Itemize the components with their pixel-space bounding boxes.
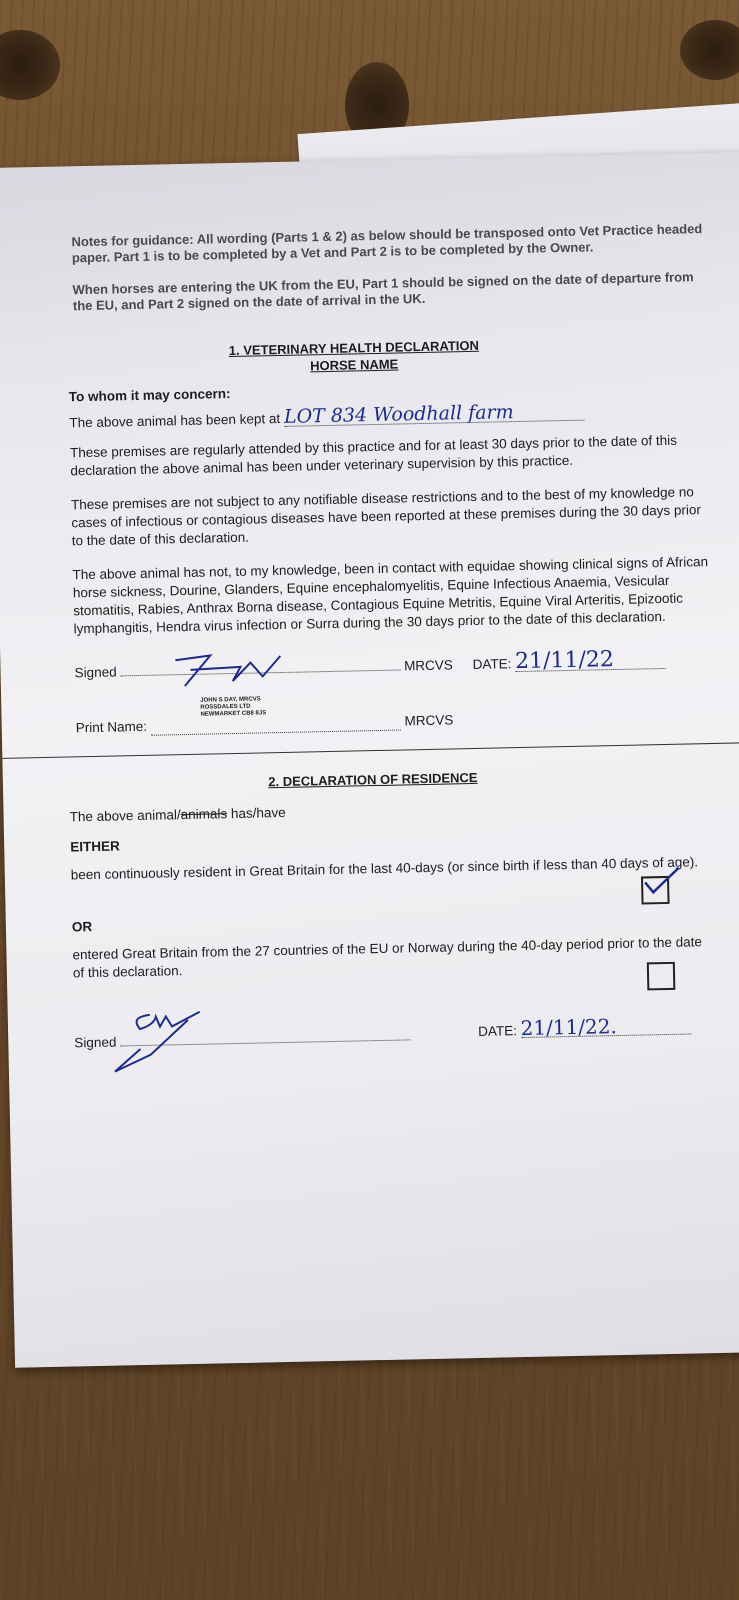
- signed-label: Signed: [74, 664, 117, 681]
- paragraph-supervision: These premises are regularly attended by this practice and for at least 30 days prior to the date of this declaration the above animal has been under veterinary supervision by this practice.: [69, 432, 678, 479]
- vet-date-value: 21/11/22: [515, 650, 665, 672]
- owner-signature: [109, 1003, 230, 1075]
- print-name-label: Print Name:: [75, 718, 148, 736]
- guidance-note-1: Notes for guidance: All wording (Parts 1 & 2) as below should be transposed onto Vet Practice headed paper. Part 1 is to be completed by a Vet and Part 2 is to be completed by the Owner.: [71, 221, 703, 266]
- residence-intro-prefix: The above animal/: [69, 807, 181, 825]
- date-label: DATE:: [472, 656, 512, 673]
- kept-at-label: The above animal has been kept at: [69, 410, 281, 431]
- part2-title: 2. DECLARATION OF RESIDENCE: [268, 769, 478, 790]
- owner-signature-row: [74, 1027, 434, 1053]
- owner-date-row: [478, 1015, 708, 1041]
- paragraph-restrictions: These premises are not subject to any notifiable disease restrictions and to the best of my knowledge no cases of infectious or contagious diseases have been reported at these premises during the 30 days prior to the date of this declaration.: [70, 484, 702, 549]
- either-label: EITHER: [70, 838, 120, 855]
- print-name-line: [151, 696, 401, 736]
- kept-at-line: [69, 400, 669, 433]
- owner-signed-label: Signed: [74, 1034, 117, 1051]
- guidance-note-2: When horses are entering the UK from the EU, Part 1 should be signed on the date of departure from the EU, and Part 2 signed on the date of arrival in the UK.: [72, 269, 694, 314]
- wood-knot: [0, 30, 60, 100]
- horse-name-heading: HORSE NAME: [309, 356, 399, 374]
- owner-date-label: DATE:: [478, 1023, 518, 1039]
- option-resident-checkbox[interactable]: [641, 876, 670, 905]
- print-name-row: [75, 696, 716, 737]
- guidance-notes: [71, 221, 713, 330]
- part1-title: 1. VETERINARY HEALTH DECLARATION: [228, 337, 480, 359]
- stamp-line-2: ROSSDALES LTD: [200, 703, 251, 711]
- option-entered: entered Great Britain from the 27 countries of the EU or Norway during the 40-day period prior to the date of this declaration.: [72, 934, 703, 981]
- vet-signature: [170, 650, 291, 689]
- paragraph-diseases: The above animal has not, to my knowledge, been in contact with equidae showing clinical signs of African horse sickness, Dourine, Glanders, Equine encephalomyelitis, Equine Infectious Anaemia, Vesicular stomatitis, Rabies, Anthrax Borna disease, Contagious Equine Metritis, Equine Viral Arteritis, Epizootic lymphangitis, Hendra virus infection or Surra during the 30 days prior to the date of this declaration.: [72, 554, 709, 637]
- owner-date-value: 21/11/22.: [520, 1016, 690, 1039]
- residence-intro: [69, 804, 285, 827]
- check-mark-icon: [641, 866, 682, 897]
- or-label: OR: [71, 919, 93, 935]
- greeting: To whom it may concern:: [68, 386, 231, 405]
- stamp-line-1: JOHN S DAY, MRCVS: [200, 696, 261, 704]
- print-name-mrcvs: MRCVS: [404, 712, 454, 729]
- vet-signature-line: [120, 670, 400, 677]
- option-resident: been continuously resident in Great Britain for the last 40-days (or since birth if less than 40 days of age).: [70, 854, 699, 883]
- section-divider: [2, 742, 739, 759]
- stamp-line-3: NEWMARKET CB8 8JS: [200, 710, 267, 718]
- owner-signature-line: [120, 1039, 410, 1046]
- wood-knot: [680, 20, 739, 80]
- option-entered-checkbox[interactable]: [647, 962, 676, 991]
- vet-signature-row: [74, 649, 714, 682]
- kept-at-value: LOT 834 Woodhall farm: [284, 402, 584, 427]
- residence-intro-suffix: has/have: [227, 804, 286, 822]
- declaration-sheet: [0, 152, 739, 1368]
- mrcvs-label: MRCVS: [403, 657, 454, 674]
- residence-intro-struck: animals: [180, 806, 228, 823]
- vet-stamp: [200, 696, 266, 718]
